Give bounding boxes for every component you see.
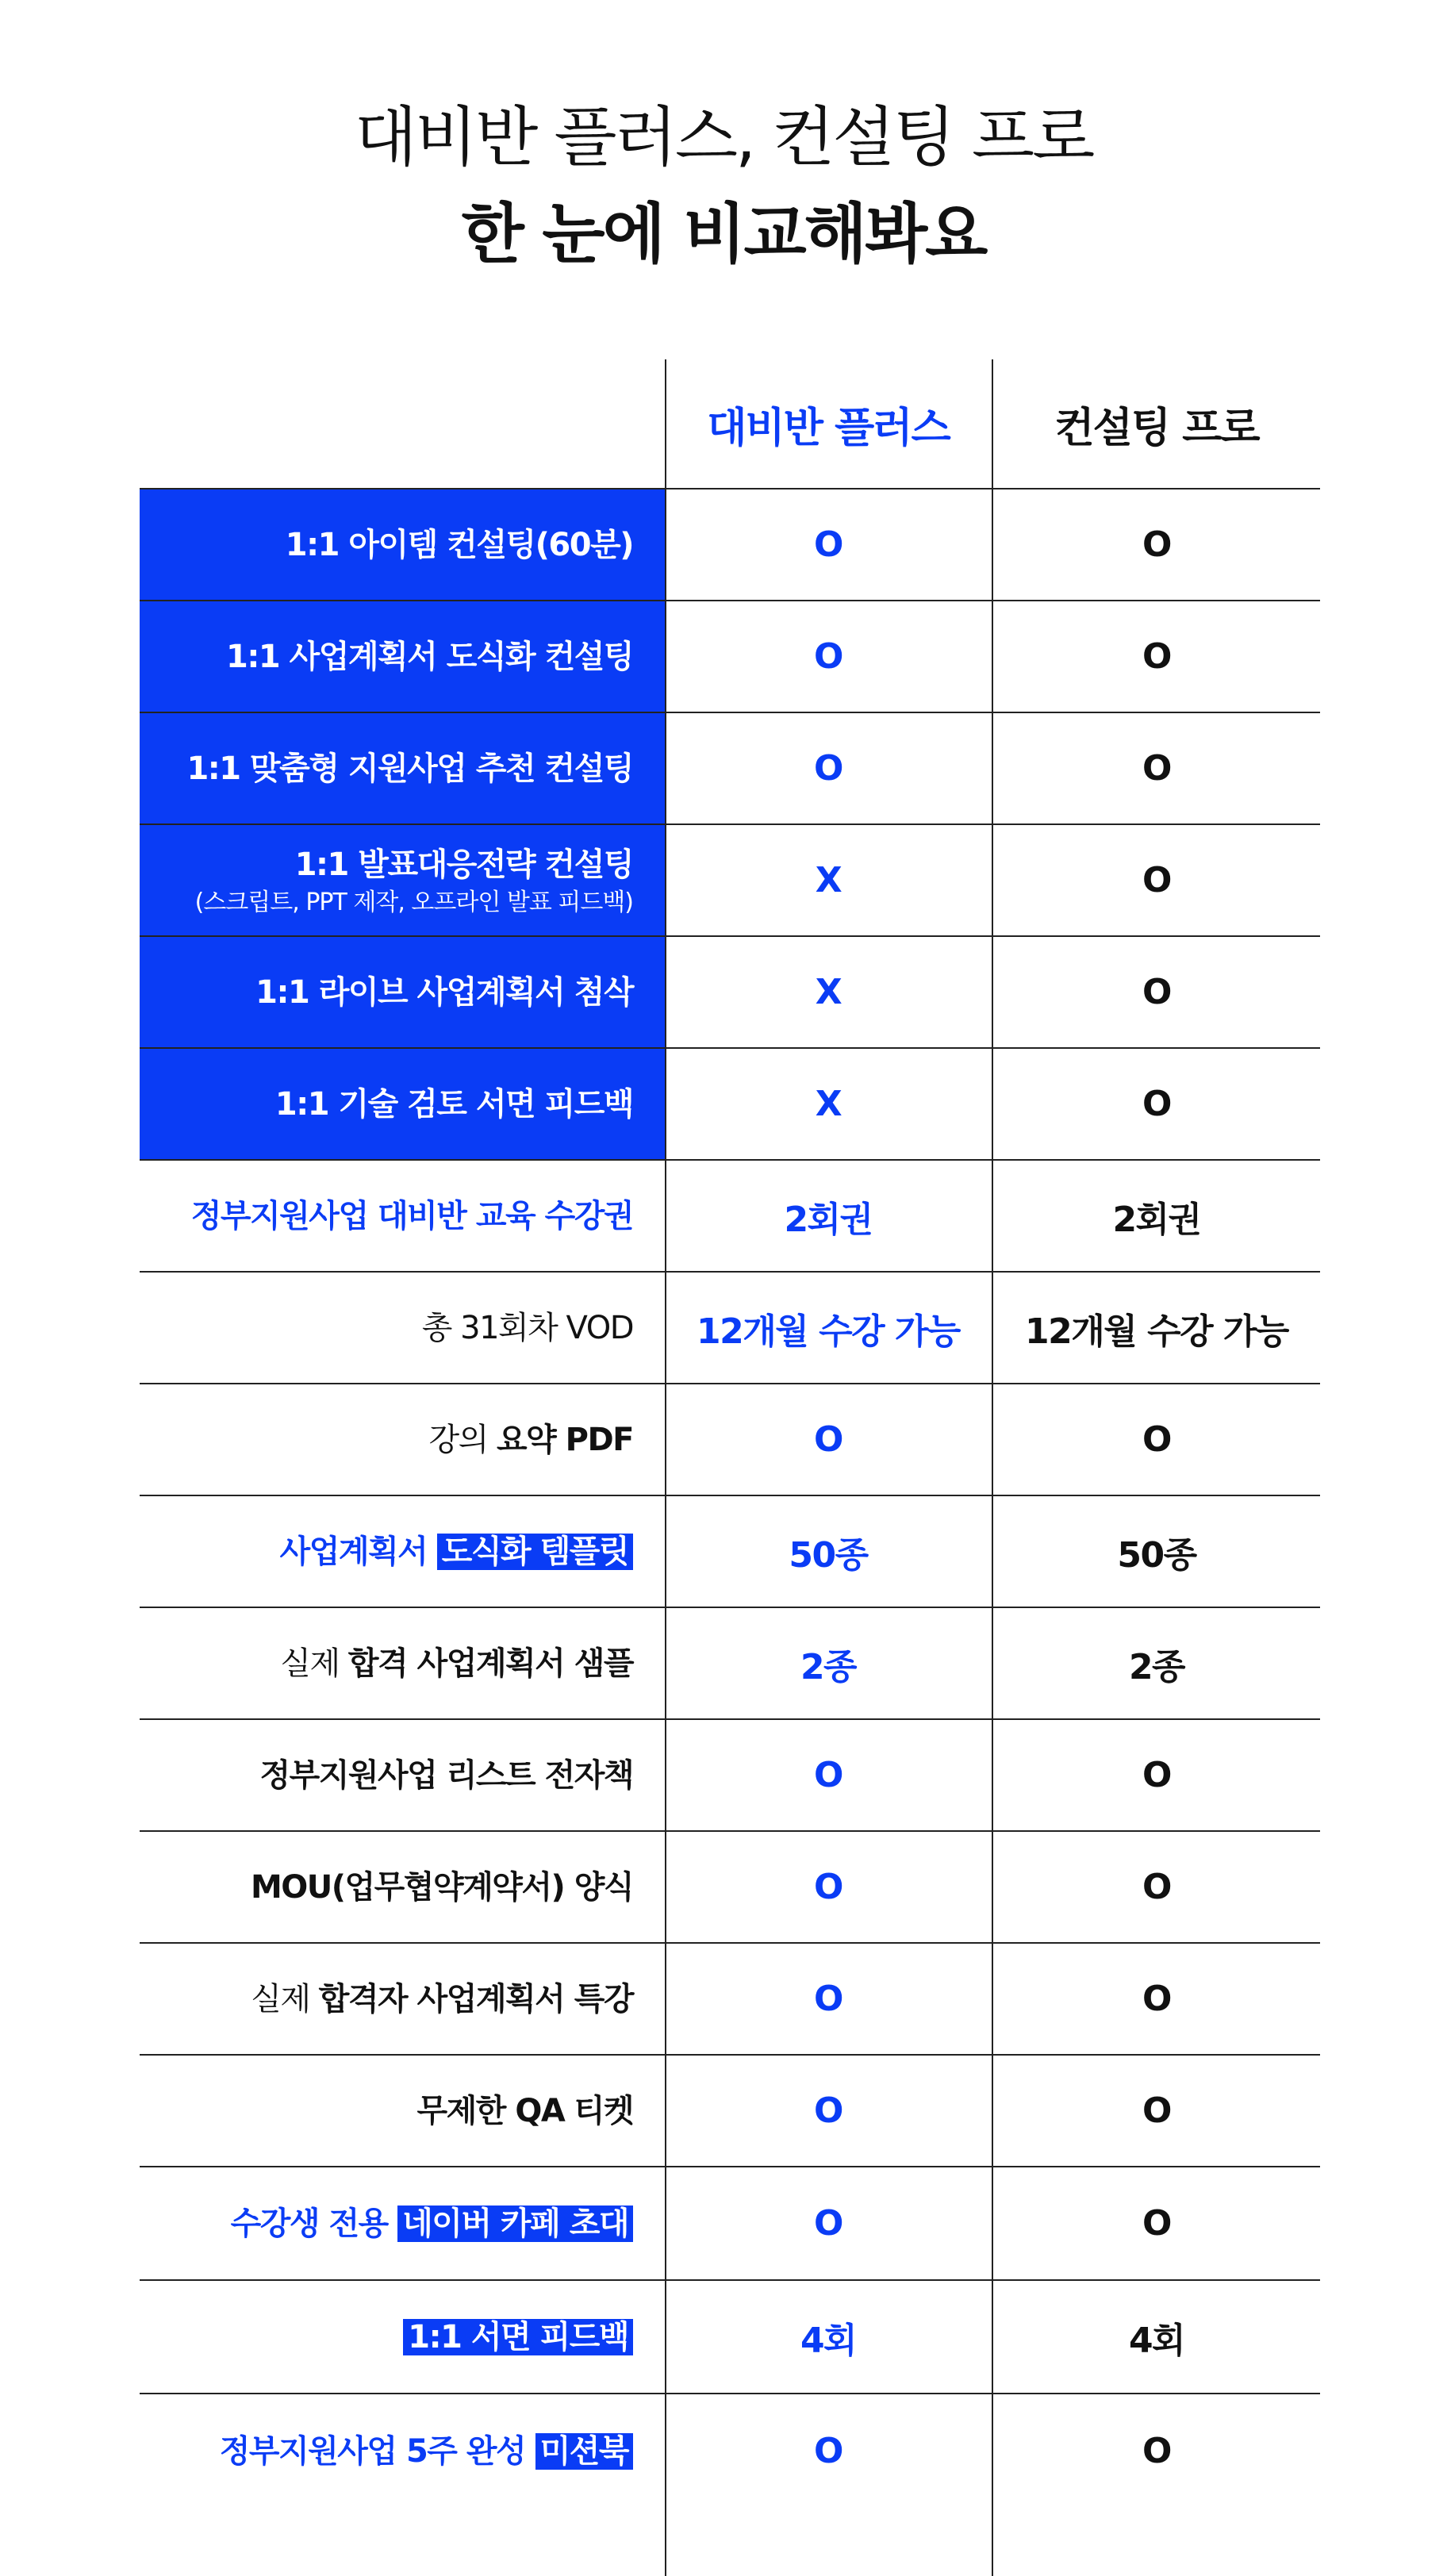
column-header-plus: 대비반 플러스 [707,404,950,452]
table-row [140,1944,1320,2056]
row-label-cell [140,1161,665,1271]
pro-value: O [1142,748,1171,789]
row-label-cell [140,1832,665,1942]
row-label: 총 31회차 VOD [421,1309,633,1346]
pro-value: O [1142,2431,1171,2471]
plus-value: 50종 [789,1534,868,1576]
comparison-table [140,359,1320,2508]
table-row [140,1720,1320,1832]
pro-value: O [1142,636,1171,677]
row-label-prefix: 사업계획서 [279,1533,437,1570]
plus-value: O [814,2090,842,2131]
table-row [140,1608,1320,1720]
page-heading [0,94,1447,279]
table-row [140,1496,1320,1608]
row-label-cell [140,1720,665,1830]
plus-value: O [814,1979,842,2019]
row-label-cell [140,1384,665,1495]
pro-value: 4회 [1128,2320,1185,2361]
row-label: 1:1 발표대응전략 컨설팅 [294,846,633,883]
row-label [280,1530,633,1574]
pro-value: O [1142,1755,1171,1795]
row-label: 1:1 기술 검토 서면 피드백 [274,1085,633,1123]
row-label-cell [140,601,665,712]
row-label-prefix: 강의 [428,1421,497,1458]
row-label-prefix: 정부지원사업 5주 완성 [219,2432,535,2470]
heading-title: 한 눈에 비교해봐요 [461,197,986,272]
table-row [140,713,1320,825]
row-label: 무제한 QA 티켓 [416,2092,633,2129]
pro-value: O [1142,1867,1171,1907]
table-header-row [140,359,1320,489]
row-label-cell [140,2394,665,2508]
plus-value: X [815,1084,842,1124]
row-label: 정부지원사업 대비반 교육 수강권 [190,1197,633,1234]
plus-value: O [814,636,842,677]
table-row [140,1273,1320,1384]
row-label-cell [140,1496,665,1607]
pro-value: O [1142,972,1171,1012]
row-label-cell [140,2167,665,2279]
plus-value: O [814,1867,842,1907]
plus-value: X [815,972,842,1012]
row-label: MOU(업무협약계약서) 양식 [250,1868,633,1906]
row-label-prefix: 실제 [251,1980,319,2017]
row-label-cell [140,2281,665,2393]
plus-value: O [814,1419,842,1460]
row-label [280,1641,633,1686]
plus-value: 12개월 수강 가능 [697,1311,960,1352]
row-label-emphasis: 합격 사업계획서 샘플 [347,1645,633,1682]
row-label-cell [140,1049,665,1159]
row-label: 정부지원사업 리스트 전자책 [259,1756,633,1794]
table-row [140,1384,1320,1496]
plus-value: X [815,860,842,900]
row-label-emphasis: 합격자 사업계획서 특강 [318,1980,633,2017]
row-label-highlight: 미션북 [535,2433,633,2470]
table-row [140,2056,1320,2167]
pro-value: O [1142,1979,1171,2019]
plus-value: O [814,748,842,789]
row-label: 1:1 라이브 사업계획서 첨삭 [255,973,633,1011]
row-label [403,2315,633,2359]
table-row [140,2394,1320,2508]
table-row [140,601,1320,713]
row-label-cell [140,713,665,823]
pro-value: O [1142,1084,1171,1124]
table-row [140,825,1320,937]
row-label-cell [140,2056,665,2166]
table-row [140,489,1320,601]
pro-value: 12개월 수강 가능 [1025,1311,1288,1352]
row-label-prefix: 실제 [280,1645,348,1682]
row-label: 1:1 사업계획서 도식화 컨설팅 [226,638,633,675]
row-label [428,1418,633,1462]
plus-value: O [814,1755,842,1795]
pro-value: O [1142,524,1171,565]
row-label-highlight: 네이버 카페 초대 [397,2206,633,2242]
row-label-cell [140,937,665,1047]
row-label: 1:1 맞춤형 지원사업 추천 컨설팅 [186,750,633,787]
plus-value: 4회 [800,2320,857,2361]
plus-value: 2회권 [784,1199,873,1240]
column-header-pro: 컨설팅 프로 [1054,404,1259,452]
row-label-cell [140,1944,665,2054]
row-label-emphasis: 요약 PDF [496,1421,633,1458]
pro-value: O [1142,860,1171,900]
row-label-cell [140,1273,665,1383]
pro-value: 50종 [1117,1534,1196,1576]
table-row [140,937,1320,1049]
pro-value: O [1142,1419,1171,1460]
pro-value: 2종 [1128,1646,1185,1687]
table-row [140,2167,1320,2281]
row-label-cell [140,1608,665,1718]
plus-value: 2종 [800,1646,857,1687]
plus-value: O [814,2203,842,2244]
heading-subtitle: 대비반 플러스, 컨설팅 프로 [354,100,1093,175]
plus-value: O [814,524,842,565]
row-label: 1:1 아이템 컨설팅(60분) [285,526,633,563]
row-label [231,2202,633,2246]
row-label-prefix: 수강생 전용 [230,2205,398,2242]
pro-value: 2회권 [1112,1199,1201,1240]
table-row [140,1049,1320,1161]
table-row [140,1161,1320,1273]
table-row [140,2281,1320,2394]
row-label [251,1977,633,2021]
pro-value: O [1142,2203,1171,2244]
plus-value: O [814,2431,842,2471]
pro-value: O [1142,2090,1171,2131]
row-label-cell [140,489,665,600]
row-label-highlight: 1:1 서면 피드백 [403,2319,633,2355]
row-sublabel: (스크립트, PPT 제작, 오프라인 발표 피드백) [194,888,633,916]
row-label [220,2429,633,2474]
table-row [140,1832,1320,1944]
row-label-highlight: 도식화 템플릿 [437,1534,633,1570]
row-label-cell [140,825,665,935]
